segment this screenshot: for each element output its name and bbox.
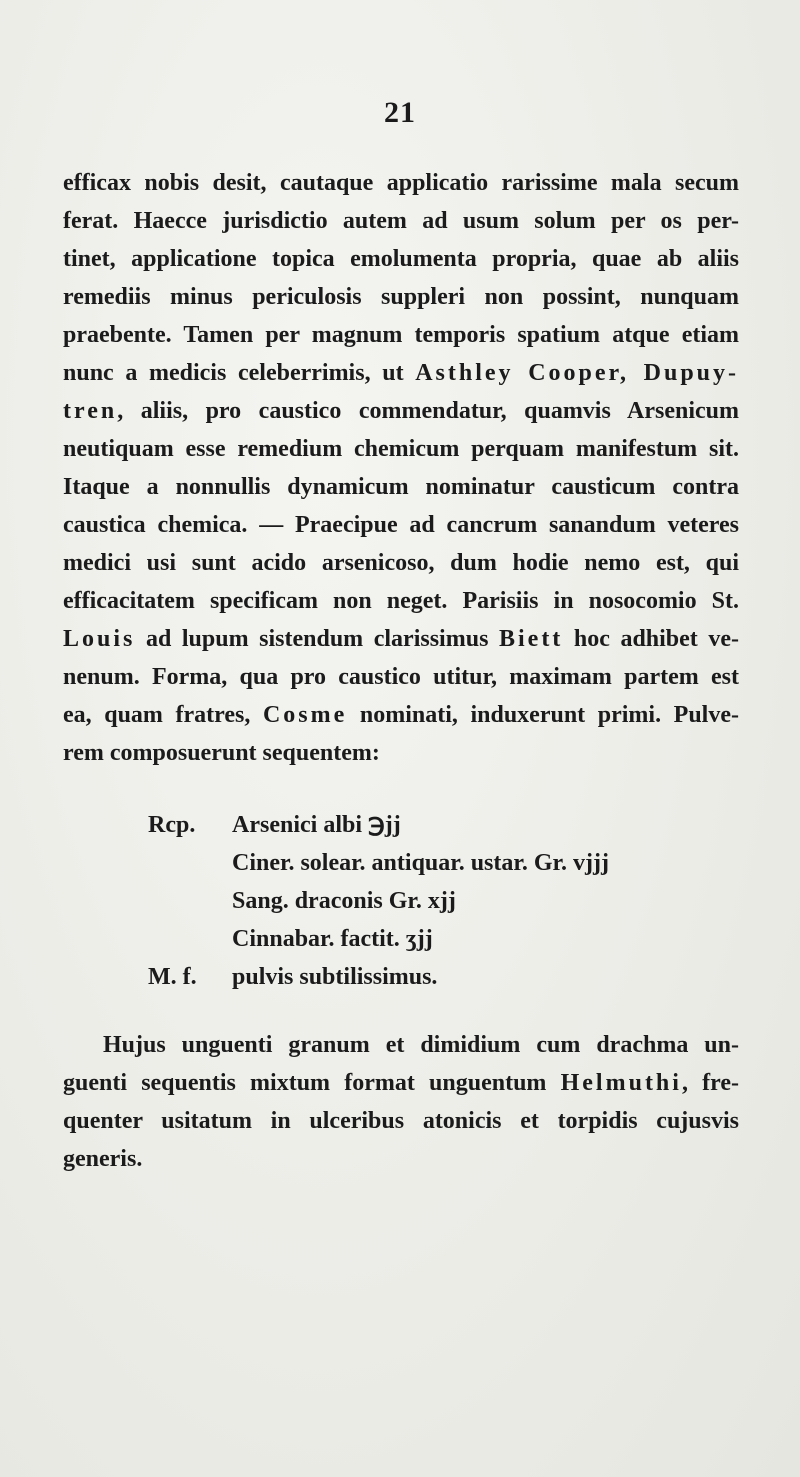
text-fragment: nominati, induxerunt primi. Pulve- (347, 702, 739, 728)
recipe-label: Rcp. (148, 812, 196, 838)
text-fragment: ea, quam fratres, (63, 702, 263, 728)
text-fragment: ad lupum sistendum clarissimus (135, 626, 499, 652)
text-fragment: nunc a medicis celeberrimis, ut (63, 360, 404, 386)
person-name: Helmuthi (560, 1070, 682, 1096)
text-line: efficacitatem specificam non neget. Parisiis in nosocomio St. (63, 588, 739, 614)
person-name: Asthley Cooper, Dupuy- (415, 360, 740, 386)
text-line: efficax nobis desit, cautaque applicatio rarissime mala secum (63, 170, 739, 196)
text-line: Hujus unguenti granum et dimidium cum drachma un- (103, 1032, 739, 1058)
text-line-with-names (63, 361, 739, 385)
text-line: generis. (63, 1146, 143, 1172)
text-line: Itaque a nonnullis dynamicum nominatur causticum contra (63, 474, 739, 500)
text-fragment: , aliis, pro caustico commendatur, quamvis Arsenicum (117, 398, 739, 424)
text-line: praebente. Tamen per magnum temporis spatium atque etiam (63, 322, 739, 348)
text-line: ferat. Haecce jurisdictio autem ad usum solum per os per- (63, 208, 739, 234)
text-fragment: guenti sequentis mixtum format unguentum (63, 1070, 547, 1096)
text-line: quenter usitatum in ulceribus atonicis et torpidis cujusvis (63, 1108, 739, 1134)
text-line-with-names (63, 703, 739, 727)
text-fragment: , fre- (681, 1070, 739, 1096)
text-fragment: hoc adhibet ve- (563, 626, 740, 652)
person-name: Louis (63, 626, 136, 652)
recipe-ingredient: Ciner. solear. antiquar. ustar. Gr. vjjj (232, 850, 609, 876)
text-line: neutiquam esse remedium chemicum perquam manifestum sit. (63, 436, 739, 462)
recipe-instruction: pulvis subtilissimus. (232, 964, 438, 990)
text-line-with-names (63, 1071, 739, 1095)
recipe-ingredient: Arsenici albi ℈jj (232, 812, 401, 838)
text-line: tinet, applicatione topica emolumenta propria, quae ab aliis (63, 246, 739, 272)
recipe-ingredient: Sang. draconis Gr. xjj (232, 888, 456, 914)
recipe-ingredient: Cinnabar. factit. ʒjj (232, 926, 433, 952)
text-line: rem composuerunt sequentem: (63, 740, 380, 766)
person-name: Cosme (262, 702, 348, 728)
text-line: caustica chemica. — Praecipue ad cancrum sanandum veteres (63, 512, 739, 538)
recipe-label: M. f. (148, 964, 197, 990)
text-line-with-names (63, 399, 739, 423)
text-line-with-names (63, 627, 739, 651)
person-name: tren (63, 398, 118, 424)
person-name: Biett (498, 626, 564, 652)
page-number: 21 (384, 96, 416, 129)
text-line: medici usi sunt acido arsenicoso, dum hodie nemo est, qui (63, 550, 739, 576)
text-line: nenum. Forma, qua pro caustico utitur, maximam partem est (63, 664, 739, 690)
text-line: remediis minus periculosis suppleri non possint, nunquam (63, 284, 739, 310)
